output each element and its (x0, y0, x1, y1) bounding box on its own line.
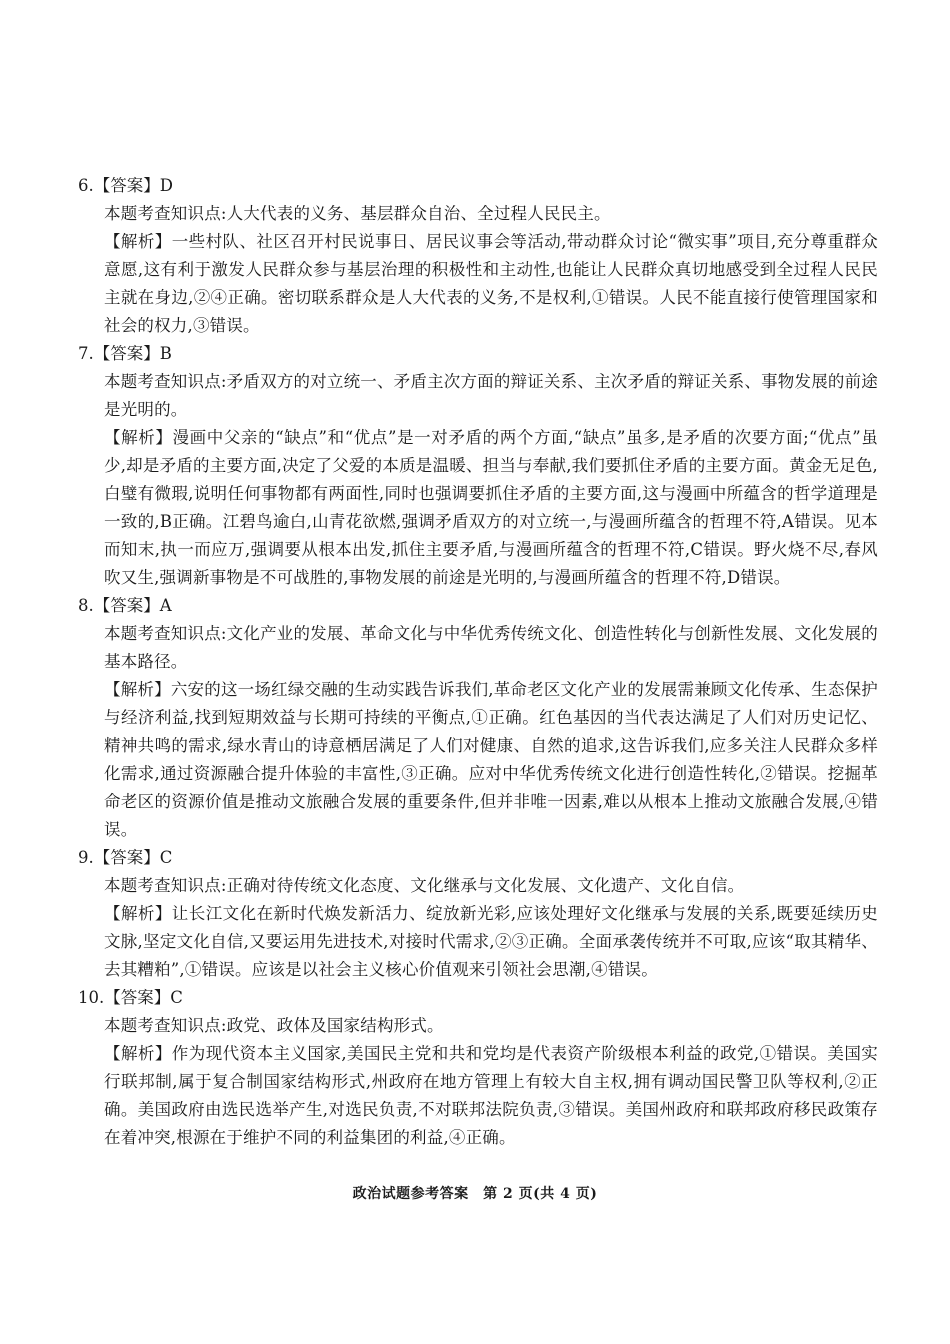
item-header (78, 844, 878, 872)
item-knowledge: 本题考查知识点:人大代表的义务、基层群众自治、全过程人民民主。 (104, 204, 611, 223)
item-number: 10. (78, 988, 105, 1007)
answer-item-6 (78, 172, 878, 340)
item-analysis: 【解析】六安的这一场红绿交融的生动实践告诉我们,革命老区文化产业的发展需兼顾文化传承、生态保护与经济利益,找到短期效益与长期可持续的平衡点,①正确。红色基因的当代表达满足了人们对历史记忆、精神共鸣的需求,绿水青山的诗意栖居满足了人们对健康、自然的追求,这告诉我们,应多关注人民群众多样化需求,通过资源融合提升体验的丰富性,③正确。应对中华优秀传统文化进行创造性转化,②错误。挖掘革命老区的资源价值是推动文旅融合发展的重要条件,但并非唯一因素,难以从根本上推动文旅融合发展,④错误。 (104, 680, 878, 839)
page-footer: 政治试题参考答案 第 2 页(共 4 页) (352, 1186, 598, 1202)
item-number: 9. (78, 848, 94, 867)
item-answer: 【答案】B (93, 344, 172, 363)
item-header (78, 592, 878, 620)
item-knowledge: 本题考查知识点:正确对待传统文化态度、文化继承与文化发展、文化遗产、文化自信。 (104, 876, 745, 895)
item-analysis: 【解析】一些村队、社区召开村民说事日、居民议事会等活动,带动群众讨论“微实事”项目,充分尊重群众意愿,这有利于激发人民群众参与基层治理的积极性和主动性,也能让人民群众真切地感受到全过程人民民主就在身边,②④正确。密切联系群众是人大代表的义务,不是权利,①错误。人民不能直接行使管理国家和社会的权力,③错误。 (104, 232, 878, 335)
item-answer: 【答案】A (93, 596, 172, 615)
item-header (78, 984, 878, 1012)
item-answer: 【答案】C (104, 988, 183, 1007)
item-knowledge: 本题考查知识点:文化产业的发展、革命文化与中华优秀传统文化、创造性转化与创新性发展、文化发展的基本路径。 (104, 624, 878, 671)
item-header (78, 340, 878, 368)
item-knowledge: 本题考查知识点:矛盾双方的对立统一、矛盾主次方面的辩证关系、主次矛盾的辩证关系、事物发展的前途是光明的。 (104, 372, 878, 419)
answer-item-9 (78, 844, 878, 984)
answer-item-7 (78, 340, 878, 592)
answer-item-10 (78, 984, 878, 1152)
item-analysis: 【解析】让长江文化在新时代焕发新活力、绽放新光彩,应该处理好文化继承与发展的关系,既要延续历史文脉,坚定文化自信,又要运用先进技术,对接时代需求,②③正确。全面承袭传统并不可取,应该“取其精华、去其糟粕”,①错误。应该是以社会主义核心价值观来引领社会思潮,④错误。 (104, 904, 878, 979)
item-answer: 【答案】D (93, 176, 173, 195)
answer-content (78, 172, 878, 1152)
answer-item-8 (78, 592, 878, 844)
item-analysis: 【解析】漫画中父亲的“缺点”和“优点”是一对矛盾的两个方面,“缺点”虽多,是矛盾的次要方面;“优点”虽少,却是矛盾的主要方面,决定了父爱的本质是温暖、担当与奉献,我们要抓住矛盾的主要方面。黄金无足色,白璧有微瑕,说明任何事物都有两面性,同时也强调要抓住矛盾的主要方面,这与漫画中所蕴含的哲学道理是一致的,B正确。江碧鸟逾白,山青花欲燃,强调矛盾双方的对立统一,与漫画所蕴含的哲理不符,A错误。见本而知末,执一而应万,强调要从根本出发,抓住主要矛盾,与漫画所蕴含的哲理不符,C错误。野火烧不尽,春风吹又生,强调新事物是不可战胜的,事物发展的前途是光明的,与漫画所蕴含的哲理不符,D错误。 (104, 428, 878, 587)
item-number: 7. (78, 344, 94, 363)
item-analysis: 【解析】作为现代资本主义国家,美国民主党和共和党均是代表资产阶级根本利益的政党,①错误。美国实行联邦制,属于复合制国家结构形式,州政府在地方管理上有较大自主权,拥有调动国民警卫队等权利,②正确。美国政府由选民选举产生,对选民负责,不对联邦法院负责,③错误。美国州政府和联邦政府移民政策存在着冲突,根源在于维护不同的利益集团的利益,④正确。 (104, 1044, 878, 1147)
item-header (78, 172, 878, 200)
item-number: 6. (78, 176, 94, 195)
item-knowledge: 本题考查知识点:政党、政体及国家结构形式。 (104, 1016, 444, 1035)
item-number: 8. (78, 596, 94, 615)
item-answer: 【答案】C (93, 848, 173, 867)
